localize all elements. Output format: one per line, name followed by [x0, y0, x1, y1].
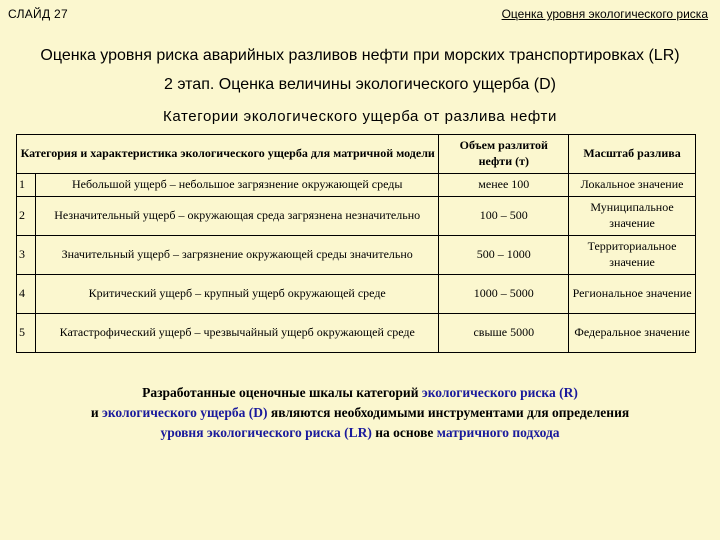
row-category: Критический ущерб – крупный ущерб окружающей среде: [35, 275, 439, 314]
header-volume: Объем разлитой нефти (т): [439, 135, 569, 174]
summary-highlight: матричного подхода: [436, 425, 560, 440]
table-header-row: [17, 135, 696, 174]
damage-category-table: [16, 134, 696, 353]
stage-subtitle: 2 этап. Оценка величины экологического ущерба (D): [164, 76, 556, 93]
summary-line-3: [0, 423, 720, 443]
row-number: 1: [17, 174, 36, 197]
summary-line-2: [0, 403, 720, 423]
table-row: [17, 275, 696, 314]
summary-part: и: [90, 405, 102, 420]
row-number: 5: [17, 314, 36, 353]
header-category: Категория и характеристика экологического ущерба для матричной модели: [17, 135, 439, 174]
row-number: 2: [17, 197, 36, 236]
row-volume: менее 100: [439, 174, 569, 197]
table-row: [17, 197, 696, 236]
row-number: 3: [17, 236, 36, 275]
summary-part: являются необходимыми инструментами для определения: [267, 405, 630, 420]
summary-text: [0, 383, 720, 443]
row-number: 4: [17, 275, 36, 314]
row-volume: свыше 5000: [439, 314, 569, 353]
row-scale: Территориальное значение: [569, 236, 696, 275]
header-scale: Масштаб разлива: [569, 135, 696, 174]
slide-number: СЛАЙД 27: [8, 7, 68, 21]
summary-highlight: экологического ущерба (D): [102, 405, 268, 420]
row-scale: Федеральное значение: [569, 314, 696, 353]
row-category: Значительный ущерб – загрязнение окружающей среды значительно: [35, 236, 439, 275]
header-link[interactable]: Оценка уровня экологического риска: [501, 7, 708, 21]
row-volume: 100 – 500: [439, 197, 569, 236]
table-row: [17, 236, 696, 275]
row-category: Катастрофический ущерб – чрезвычайный ущерб окружающей среде: [35, 314, 439, 353]
table-caption: Категории экологического ущерба от разлива нефти: [163, 108, 557, 125]
row-category: Небольшой ущерб – небольшое загрязнение окружающей среды: [35, 174, 439, 197]
summary-highlight: уровня экологического риска (LR): [160, 425, 372, 440]
row-scale: Муниципальное значение: [569, 197, 696, 236]
row-scale: Региональное значение: [569, 275, 696, 314]
row-volume: 500 – 1000: [439, 236, 569, 275]
page-title: Оценка уровня риска аварийных разливов нефти при морских транспортировках (LR): [40, 47, 680, 64]
row-scale: Локальное значение: [569, 174, 696, 197]
summary-part: Разработанные оценочные шкалы категорий: [142, 385, 422, 400]
table-row: [17, 174, 696, 197]
row-category: Незначительный ущерб – окружающая среда загрязнена незначительно: [35, 197, 439, 236]
summary-highlight: экологического риска (R): [421, 385, 578, 400]
summary-line-1: [0, 383, 720, 403]
summary-part: на основе: [371, 425, 437, 440]
row-volume: 1000 – 5000: [439, 275, 569, 314]
table-row: [17, 314, 696, 353]
